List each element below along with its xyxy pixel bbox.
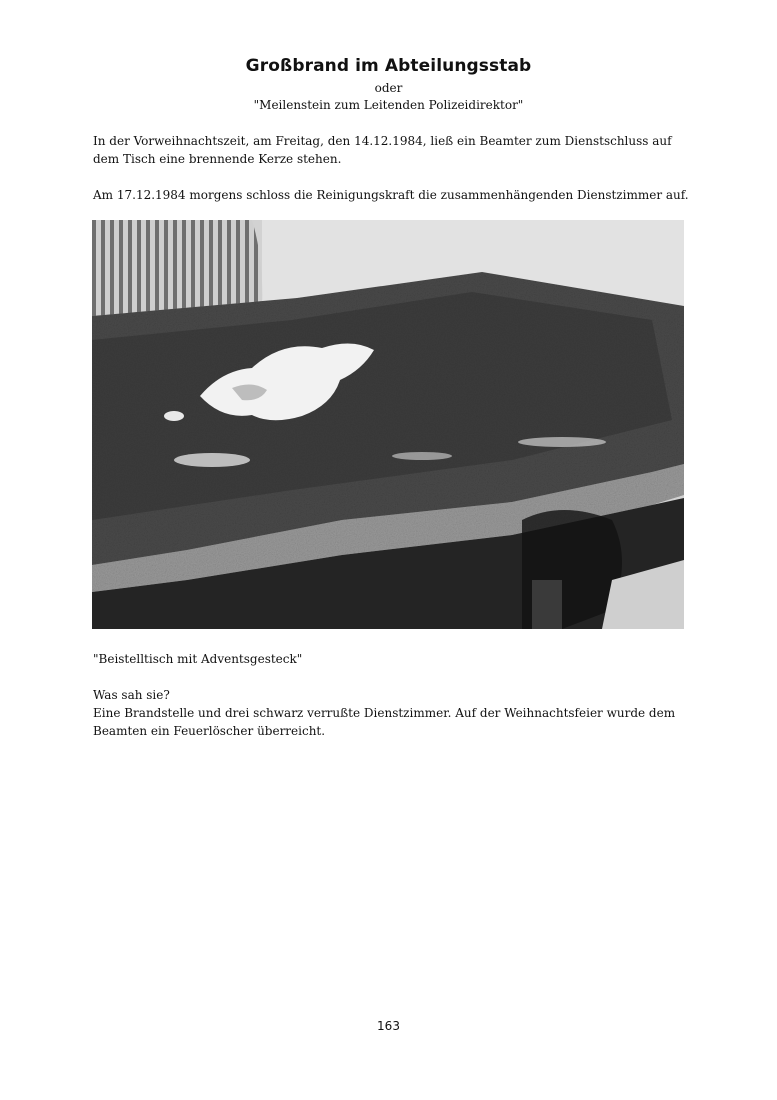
burned-table-photo: [92, 220, 684, 629]
paragraph-intro: In der Vorweihnachtszeit, am Freitag, den 14.12.1984, ließ ein Beamter zum Dienstschluss auf dem Tisch eine brennende Kerze stehen.: [93, 134, 672, 166]
subtitle-connector: oder: [374, 81, 403, 95]
paragraph-morning: Am 17.12.1984 morgens schloss die Reinigungskraft die zusammenhängenden Dienstzimmer auf.: [93, 188, 689, 202]
question-text: Was sah sie?: [93, 688, 170, 702]
document-subtitle: "Meilenstein zum Leitenden Polizeidirektor": [253, 98, 524, 112]
answer-text: Eine Brandstelle und drei schwarz verrußte Dienstzimmer. Auf der Weihnachtsfeier wurde dem Beamten ein Feuerlöscher überreicht.: [93, 706, 676, 738]
page-number: 163: [377, 1019, 400, 1033]
photo-caption: "Beistelltisch mit Adventsgesteck": [93, 652, 303, 666]
document-title: Großbrand im Abteilungsstab: [245, 56, 532, 76]
